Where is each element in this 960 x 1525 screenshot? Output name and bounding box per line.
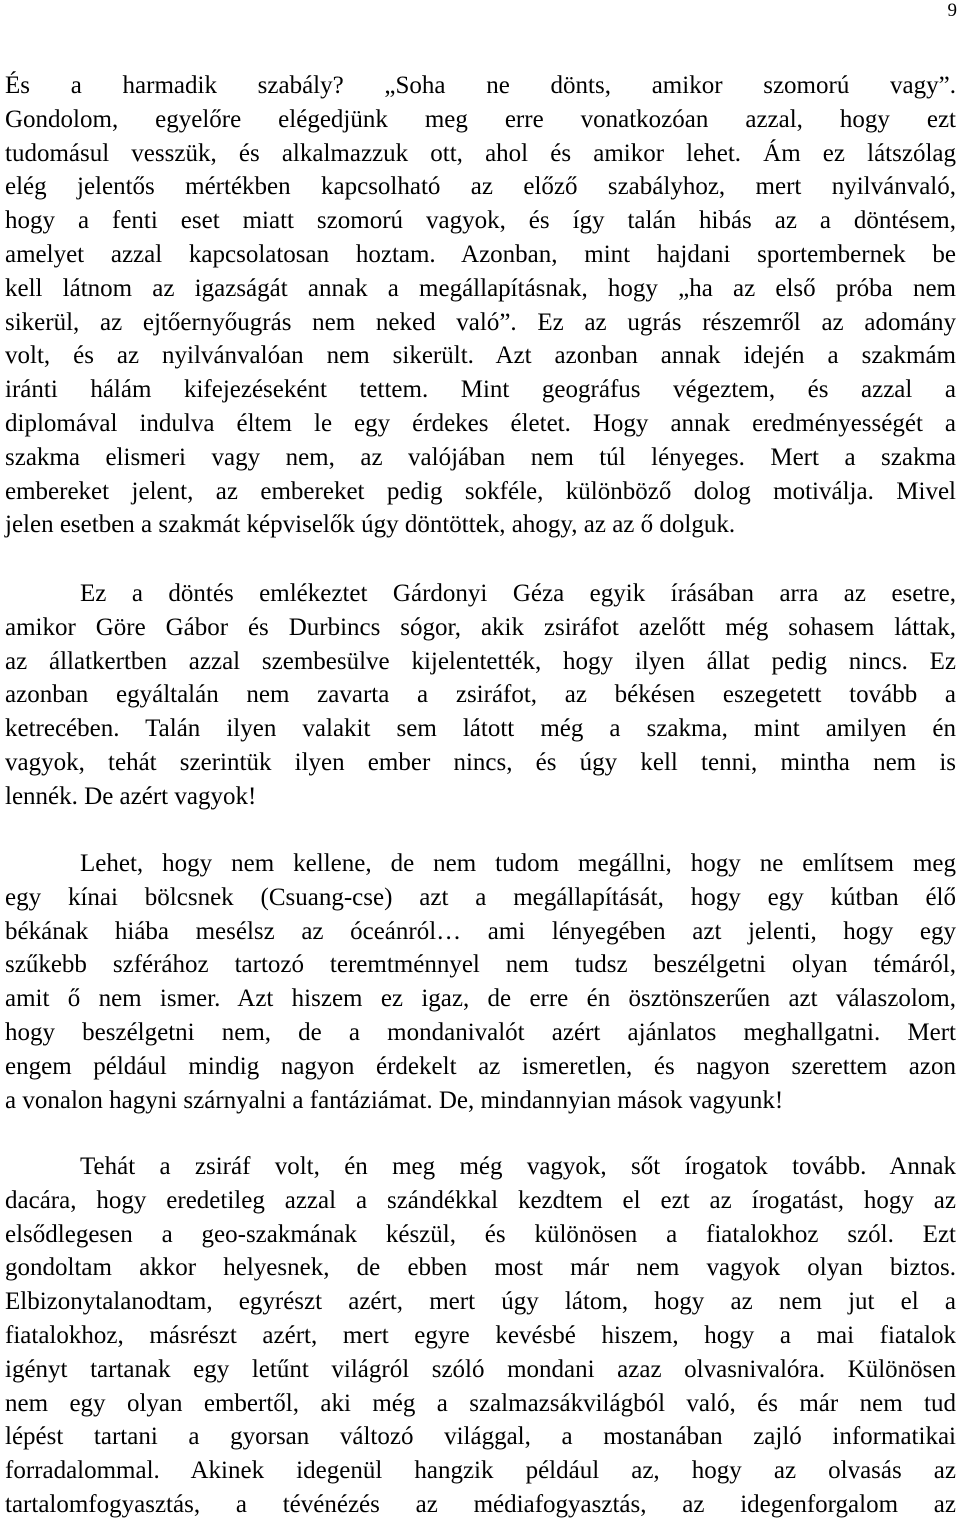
text-line: gondoltam akkor helyesnek, de ebben most már nem vagyok olyan biztos. [5, 1254, 956, 1282]
text-line: Gondolom, egyelőre elégedjünk meg erre vonatkozóan azzal, hogy ezt [5, 105, 956, 133]
page-number: 9 [947, 0, 957, 21]
text-line: szakma elismeri vagy nem, az valójában nem túl lényeges. Mert a szakma [5, 443, 956, 471]
text-line: az állatkertben azzal szembesülve kijelentették, hogy ilyen állat pedig nincs. Ez [5, 647, 956, 675]
text-line: békának hiába mesélsz az óceánról… ami lényegében azt jelenti, hogy egy [5, 917, 956, 945]
text-line: fiatalokhoz, másrészt azért, mert egyre kevésbé hiszem, hogy a mai fiatalok [5, 1321, 956, 1349]
text-line: Ez a döntés emlékeztet Gárdonyi Géza egyik írásában arra az esetre, [80, 580, 956, 607]
paragraph [5, 69, 956, 542]
text-line: amikor Göre Gábor és Durbincs sógor, akik zsiráfot azelőtt még sohasem láttak, [5, 613, 956, 641]
text-line: azonban egyáltalán nem zavarta a zsiráfot, az békésen eszegetett tovább a [5, 681, 956, 709]
text-line: És a harmadik szabály? „Soha ne dönts, amikor szomorú vagy”. [5, 72, 956, 99]
text-line: iránti hálám kifejezéseként tettem. Mint geográfus végeztem, és azzal a [5, 376, 956, 404]
text-line: elég jelentős mértékben kapcsolható az előző szabályhoz, mert nyilvánvaló, [5, 173, 956, 201]
text-line: tartalomfogyasztás, a tévénézés az médiafogyasztás, az idegenforgalom az [5, 1490, 956, 1518]
text-line: egy kínai bölcsnek (Csuang-cse) azt a megállapítását, hogy egy kútban élő [5, 883, 956, 911]
text-line: igényt tartanak egy letűnt világról szóló mondani azaz olvasnivalóra. Különösen [5, 1355, 956, 1383]
text-line: amelyet azzal kapcsolatosan hoztam. Azonban, mint hajdani sportembernek be [5, 240, 956, 268]
text-line: forradalommal. Akinek idegenül hangzik például az, hogy az olvasás az [5, 1457, 956, 1485]
text-line: sikerül, az ejtőernyőugrás nem neked való”. Ez az ugrás részemről az adomány [5, 308, 956, 336]
text-line: jelen esetben a szakmát képviselők úgy döntöttek, ahogy, az az ő dolguk. [5, 511, 736, 539]
text-line: kell látnom az igazságát annak a megállapításnak, hogy „ha az első próba nem [5, 274, 956, 302]
text-line: diplomával indulva éltem le egy érdekes életet. Hogy annak eredményességét a [5, 409, 956, 437]
text-line: Lehet, hogy nem kellene, de nem tudom megállni, hogy ne említsem meg [80, 850, 956, 877]
paragraph [5, 1150, 956, 1522]
text-line: dacára, hogy eredetileg azzal a szándékkal kezdtem el ezt az írogatást, hogy az [5, 1186, 956, 1214]
text-line: elsődlegesen a geo-szakmának készül, és különösen a fiatalokhoz szól. Ezt [5, 1220, 956, 1248]
text-line: hogy a fenti eset miatt szomorú vagyok, és így talán hibás az a döntésem, [5, 207, 956, 235]
text-line: a vonalon hagyni szárnyalni a fantáziámat. De, mindannyian mások vagyunk! [5, 1086, 784, 1114]
text-line: engem például mindig nagyon érdekelt az ismeretlen, és nagyon szerettem azon [5, 1052, 956, 1080]
text-line: Elbizonytalanodtam, egyrészt azért, mert úgy látom, hogy az nem jut el a [5, 1288, 956, 1316]
text-line: lennék. De azért vagyok! [5, 782, 257, 810]
text-line: Tehát a zsiráf volt, én meg még vagyok, sőt írogatok tovább. Annak [80, 1153, 956, 1180]
text-line: lépést tartani a gyorsan változó világgal, a mostanában zajló informatikai [5, 1423, 956, 1451]
text-line: vagyok, tehát szerintük ilyen ember nincs, és úgy kell tenni, mintha nem is [5, 748, 956, 776]
text-line: ketrecében. Talán ilyen valakit sem látott még a szakma, mint amilyen én [5, 715, 956, 743]
text-line: amit ő nem ismer. Azt hiszem ez igaz, de erre én ösztönszerűen azt válaszolom, [5, 985, 956, 1013]
text-line: nem egy olyan embertől, aki még a szalmazsákvilágból való, és már nem tud [5, 1389, 956, 1417]
paragraph [5, 847, 956, 1117]
text-line: volt, és az nyilvánvalóan nem sikerült. Azt azonban annak idején a szakmám [5, 342, 956, 370]
text-line: szűkebb szférához tartozó teremtménnyel nem tudsz beszélgetni olyan témáról, [5, 951, 956, 979]
text-line: embereket jelent, az embereket pedig sokféle, különböző dolog motiválja. Mivel [5, 477, 956, 505]
text-line: hogy beszélgetni nem, de a mondanivalót azért ajánlatos meghallgatni. Mert [5, 1018, 956, 1046]
paragraph [5, 577, 956, 814]
text-line: tudomásul vesszük, és alkalmazzuk ott, ahol és amikor lehet. Ám ez látszólag [5, 139, 956, 167]
